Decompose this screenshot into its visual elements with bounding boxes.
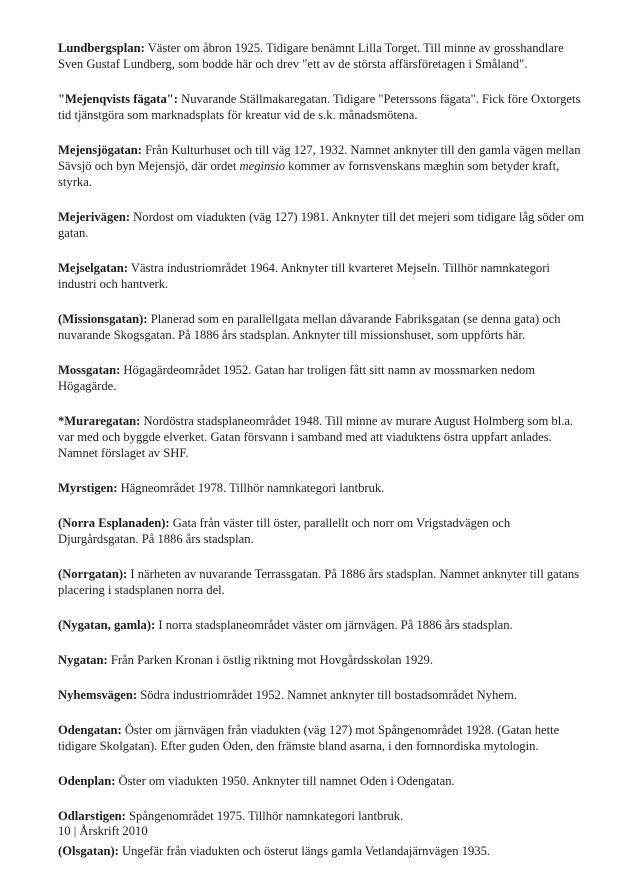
entry-italic-word: meginsio [239, 159, 286, 173]
entry-term: (Missionsgatan): [58, 312, 148, 326]
entry-text: Från Kulturhuset och till väg 127, 1932. Namnet anknyter till den gamla vägen mellan Sävsjö och byn Mejensjö, där ordet [58, 143, 581, 173]
entry-term: Mejensjögatan: [58, 143, 142, 157]
entry-text: Spångenområdet 1975. Tillhör namnkategori lantbruk. [125, 809, 404, 823]
entry-mejerivagen [58, 209, 586, 241]
entry-myrstigen [58, 480, 586, 496]
entry-lundbergsplan [58, 40, 586, 72]
entry-text: Planerad som en parallellgata mellan dåvarande Fabriksgatan (se denna gata) och nuvarande Skogsgatan. På 1886 års stadsplan. Anknyter till missionshuset, som uppförts här. [58, 312, 561, 342]
entry-term: Mejselgatan: [58, 261, 128, 275]
entry-nyhemsvagen [58, 687, 586, 703]
entry-term: *Muraregatan: [58, 414, 141, 428]
entry-text: Nordöstra stadsplaneområdet 1948. Till minne av murare August Holmberg som bl.a. var med och byggde elverket. Gatan försvann i samband med att viaduktens östra uppfart anlades. Namnet förslaget av SHF. [58, 414, 574, 460]
entry-text: I närheten av nuvarande Terrassgatan. På 1886 års stadsplan. Namnet anknyter till gatans placering i stadsplanen norra del. [58, 567, 580, 597]
document-page [58, 40, 586, 878]
entry-text: Gata från väster till öster, parallellt och norr om Vrigstadvägen och Djurgårdsgatan. På 1886 års stadsplan. [58, 516, 511, 546]
entry-nygatan [58, 652, 586, 668]
entry-text: Nordost om viadukten (väg 127) 1981. Anknyter till det mejeri som tidigare låg söder om gatan. [58, 210, 585, 240]
entry-norra-esplanaden [58, 515, 586, 547]
entry-odengatan [58, 722, 586, 754]
entry-text: Väster om åbron 1925. Tidigare benämnt Lilla Torget. Till minne av grosshandlare Sven Gustaf Lundberg, som bodde här och drev "ett av de största affärsföretagen i Småland". [58, 41, 564, 71]
entry-term: (Olsgatan): [58, 844, 119, 858]
entry-term: "Mejenqvists fägata": [58, 92, 178, 106]
entry-mejenqvists-fagata [58, 91, 586, 123]
entry-text: Västra industriområdet 1964. Anknyter till kvarteret Mejseln. Tillhör namnkategori industri och hantverk. [58, 261, 550, 291]
entry-missionsgatan [58, 311, 586, 343]
entry-term: Nyhemsvägen: [58, 688, 138, 702]
entry-muraregatan [58, 413, 586, 461]
entry-text: Nuvarande Ställmakaregatan. Tidigare "Peterssons fägata". Fick före Oxtorgets tid tjänstgöra som marknadsplats för kreatur vid de s.k. månadsmötena. [58, 92, 581, 122]
entry-term: Nygatan: [58, 653, 108, 667]
entry-term: (Nygatan, gamla): [58, 618, 156, 632]
entry-text: Öster om järnvägen från viadukten (väg 127) mot Spångenområdet 1928. (Gatan hette tidigare Skolgatan). Efter guden Oden, den främste bland asarna, i den fornnordiska mytologin. [58, 723, 560, 753]
entry-mejselgatan [58, 260, 586, 292]
entry-nygatan-gamla [58, 617, 586, 633]
entry-text: I norra stadsplaneområdet väster om järnvägen. På 1886 års stadsplan. [155, 618, 513, 632]
entry-term: Odengatan: [58, 723, 122, 737]
entry-term: (Norra Esplanaden): [58, 516, 170, 530]
entry-term: Mejerivägen: [58, 210, 131, 224]
entry-norrgatan [58, 566, 586, 598]
entry-term: Lundbergsplan: [58, 41, 145, 55]
entry-text: Från Parken Kronan i östlig riktning mot Hovgårdsskolan 1929. [107, 653, 433, 667]
entry-text: Södra industriområdet 1952. Namnet anknyter till bostadsområdet Nyhem. [137, 688, 517, 702]
entry-term: Myrstigen: [58, 481, 118, 495]
entry-term: (Norrgatan): [58, 567, 128, 581]
entry-mejensjogatan [58, 142, 586, 190]
entry-text: Hägneområdet 1978. Tillhör namnkategori lantbruk. [117, 481, 385, 495]
entry-term: Odlarstigen: [58, 809, 126, 823]
entry-olsgatan [58, 843, 586, 859]
entry-term: Mossgatan: [58, 363, 121, 377]
entry-text: Högagärdeområdet 1952. Gatan har troligen fått sitt namn av mossmarken nedom Högagärde. [58, 363, 536, 393]
entry-odenplan [58, 773, 586, 789]
entry-text: Öster om viadukten 1950. Anknyter till namnet Oden i Odengatan. [115, 774, 455, 788]
entry-mossgatan [58, 362, 586, 394]
entry-text: Ungefär från viadukten och österut längs gamla Vetlandajärnvägen 1935. [118, 844, 491, 858]
entry-text: kommer av fornsvenskans mæghin som betyder kraft, styrka. [58, 159, 560, 189]
page-footer: 10 | Årskrift 2010 [58, 824, 148, 838]
entry-term: Odenplan: [58, 774, 116, 788]
entry-odlarstigen [58, 808, 586, 824]
